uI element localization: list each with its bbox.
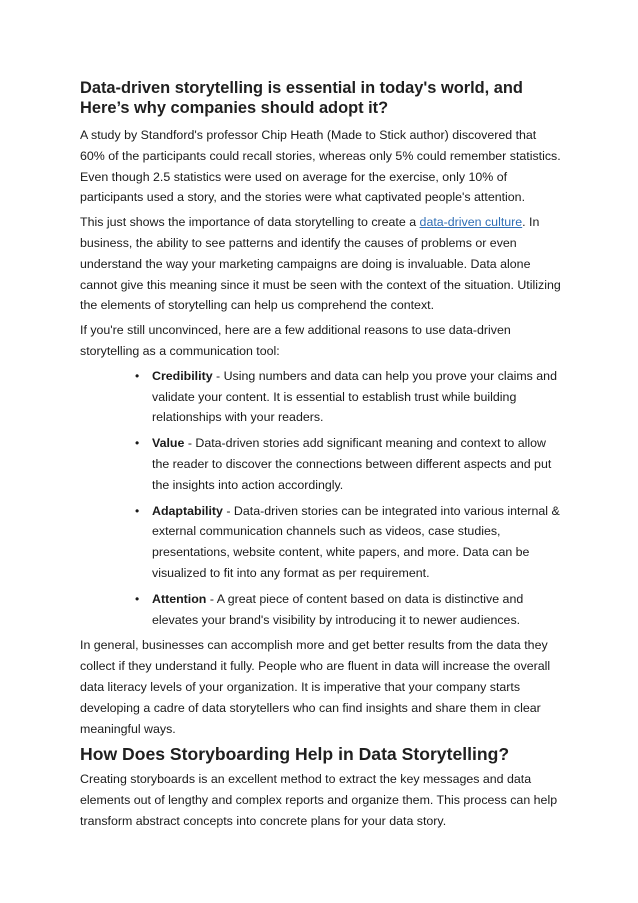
section-heading: How Does Storyboarding Help in Data Storytelling?: [80, 744, 510, 765]
bullet-icon: •: [135, 591, 140, 606]
intro-paragraph: A study by Standford's professor Chip Heath (Made to Stick author) discovered that 60% of the participants could recall stories, whereas only 5% could remember statistics. Even though 2.5 statistics were used on average for the exercise, only 10% of participants used a story, and the stories were what captivated people's attention.: [80, 128, 561, 205]
list-item-adaptability: [80, 501, 564, 584]
list-item-value: [80, 433, 564, 495]
bullet-icon: •: [135, 436, 140, 451]
reason-text: - Using numbers and data can help you prove your claims and validate your content. It is essential to establish trust while building relationships with your readers.: [152, 368, 557, 425]
list-item-credibility: [80, 366, 564, 428]
document-page: [80, 78, 564, 836]
conclusion-paragraph: In general, businesses can accomplish more and get better results from the data they collect if they understand it fully. People who are fluent in data will increase the overall data literacy levels of your organization. It is imperative that your company starts developing a cadre of data storytellers who can find insights and share them in clear meaningful ways.: [80, 638, 551, 736]
reason-term: Credibility: [152, 368, 213, 383]
reasons-intro-paragraph: If you're still unconvinced, here are a few additional reasons to use data-driven storytelling as a communication tool:: [80, 323, 511, 358]
reason-text: - Data-driven stories add significant meaning and context to allow the reader to discover the connections between different aspects and put the insights into action accordingly.: [152, 436, 552, 492]
importance-text-end: . In business, the ability to see patterns and identify the causes of problems or even understand the way your marketing campaigns are doing is invaluable. Data alone cannot give this meaning since it must be seen with the context of the situation. Utilizing the elements of storytelling can help us comprehend the context.: [80, 215, 561, 313]
storyboarding-paragraph: Creating storyboards is an excellent method to extract the key messages and data elements out of lengthy and complex reports and organize them. This process can help transform abstract concepts into concrete plans for your data story.: [80, 772, 558, 828]
reason-text: - Data-driven stories can be integrated into various internal & external communication channels such as videos, case studies, presentations, website content, white papers, and more. Data can be visualized to fit into any format as per requirement.: [152, 503, 560, 580]
importance-text-start: This just shows the importance of data storytelling to create a: [80, 215, 420, 230]
reason-term: Attention: [152, 591, 207, 606]
importance-paragraph: [80, 212, 564, 316]
article-title: Data-driven storytelling is essential in today's world, and Here’s why companies should adopt it?: [80, 79, 523, 117]
reason-term: Value: [152, 436, 185, 451]
bullet-icon: •: [135, 368, 140, 383]
reason-text: - A great piece of content based on data is distinctive and elevates your brand's visibility by introducing it to newer audiences.: [152, 591, 524, 627]
reasons-list: [80, 366, 564, 631]
reason-term: Adaptability: [152, 503, 223, 518]
bullet-icon: •: [135, 503, 140, 518]
list-item-attention: [80, 589, 564, 631]
data-driven-culture-link[interactable]: data-driven culture: [419, 215, 523, 230]
